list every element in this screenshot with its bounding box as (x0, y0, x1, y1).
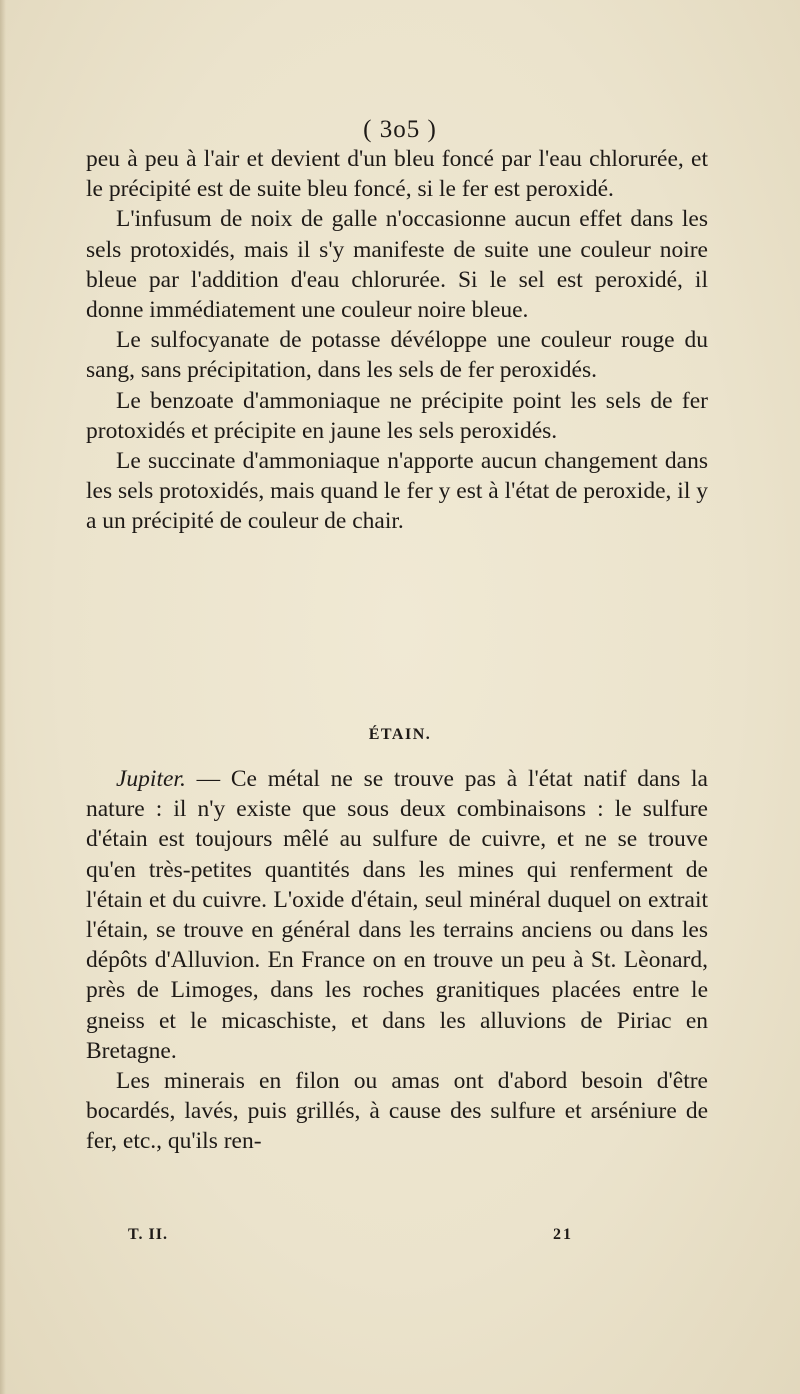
jupiter-text: — Ce métal ne se trouve pas à l'état natif dans la nature : il n'y existe que sous deux combinaisons : le sulfure d'étain est toujours mêlé au sulfure de cuivre, et ne se trouve qu'en très-petites quantités dans les mines qui renferment de l'étain et du cuivre. L'oxide d'étain, seul minéral duquel on extrait l'étain, se trouve en général dans les terrains anciens ou dans les dépôts d'Alluvion. En France on en trouve un peu à St. Lèonard, près de Limoges, dans les roches granitiques placées entre le gneiss et le micaschiste, et dans les alluvions de Piriac en Bretagne. (86, 766, 708, 1064)
page-binding-edge (0, 0, 6, 1394)
paragraph-succinate: Le succinate d'ammoniaque n'apporte aucun changement dans les sels protoxidés, mais quand le fer y est à l'état de peroxide, il y a un précipité de couleur de chair. (86, 448, 708, 535)
page-footer (0, 1226, 800, 1250)
volume-signature: T. II. (128, 1226, 168, 1243)
jupiter-label: Jupiter. (116, 766, 186, 792)
paragraph-sulfocyanate: Le sulfocyanate de potasse dévéloppe une couleur rouge du sang, sans précipitation, dans les sels de fer peroxidés. (86, 327, 708, 384)
page-number-header: ( 3o5 ) (363, 116, 437, 143)
paragraph-benzoate: Le benzoate d'ammoniaque ne précipite point les sels de fer protoxidés et précipite en jaune les sels peroxidés. (86, 387, 708, 444)
paragraph-infusum: L'infusum de noix de galle n'occasionne aucun effet dans les sels protoxidés, mais il s'y manifeste de suite une couleur noire bleue par l'addition d'eau chlorurée. Si le sel est peroxidé, il donne immédiatement une couleur noire bleue. (86, 206, 708, 324)
paragraph-jupiter (86, 764, 708, 1066)
paragraph-minerais: Les minerais en filon ou amas ont d'abord besoin d'être bocardés, lavés, puis grillés, à cause des sulfure et arséniure de fer, etc., qu'ils ren- (86, 1068, 708, 1155)
text-block-upper (86, 144, 708, 537)
text-block-lower (86, 764, 708, 1157)
section-heading-etain: ÉTAIN. (368, 726, 432, 743)
paragraph-continuation: peu à peu à l'air et devient d'un bleu foncé par l'eau chlorurée, et le précipité est de suite bleu foncé, si le fer est peroxidé. (86, 146, 708, 203)
sheet-signature-number: 21 (553, 1226, 573, 1243)
